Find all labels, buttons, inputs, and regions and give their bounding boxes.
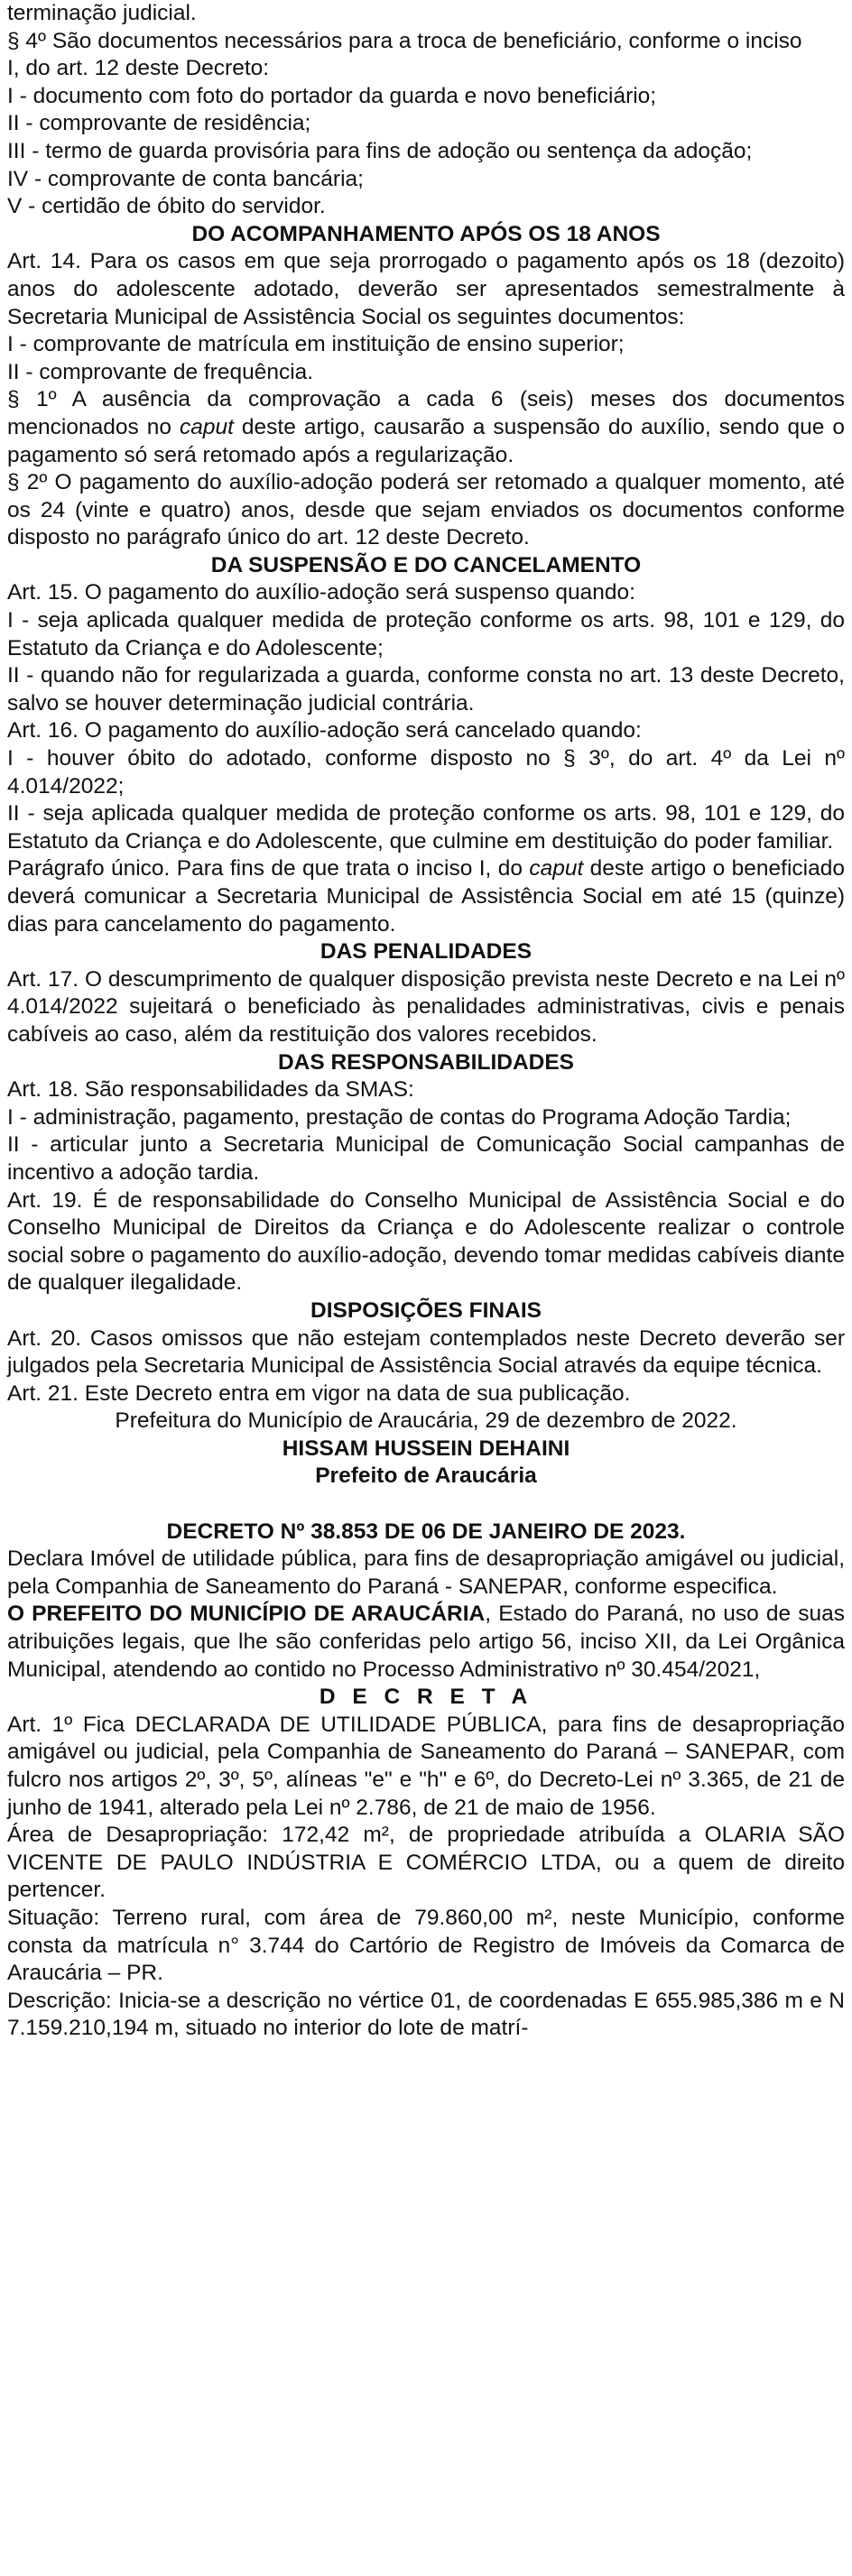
text-span: § 1º A ausência da comprovação a cada 6 (seis) meses dos documentos mencionados no <box>7 387 845 439</box>
paragraph: Art. 1º Fica DECLARADA DE UTILIDADE PÚBLICA, para fins de desapropriação amigável ou judicial, pela Companhia de Saneamento do Paraná – SANEPAR, com fulcro nos artigos 2º, 3º, 5º, alíneas "e" e "h" e 6º, do Decreto-Lei nº 3.365, de 21 de junho de 1941, alterado pela Lei nº 2.786, de 21 de maio de 1956. <box>7 1712 845 1820</box>
paragraph: I, do art. 12 deste Decreto: <box>7 56 270 81</box>
list-item: IV - comprovante de conta bancária; <box>7 166 364 191</box>
section-heading: DAS PENALIDADES <box>320 939 532 965</box>
list-item: I - houver óbito do adotado, conforme disposto no § 3º, do art. 4º da Lei nº 4.014/2022; <box>7 746 845 799</box>
italic-term: caput <box>179 414 234 439</box>
list-item: II - seja aplicada qualquer medida de proteção conforme os arts. 98, 101 e 129, do Estatuto da Criança e do Adolescente, que culmine em destituição do poder familiar. <box>7 801 845 854</box>
list-item: II - comprovante de frequência. <box>7 359 314 384</box>
paragraph: Art. 20. Casos omissos que não estejam contemplados neste Decreto deverão ser julgados pela Secretaria Municipal de Assistência Social através da equipe técnica. <box>7 1325 845 1379</box>
list-item: I - comprovante de matrícula em instituição de ensino superior; <box>7 332 625 357</box>
paragraph: Art. 17. O descumprimento de qualquer disposição prevista neste Decreto e na Lei nº 4.014/2022 sujeitará o beneficiado às penalidades administrativas, civis e penais cabíveis ao caso, além da restituição dos valores recebidos. <box>7 966 845 1047</box>
paragraph: § 2º O pagamento do auxílio-adoção poderá ser retomado a qualquer momento, até os 24 (vinte e quatro) anos, desde que sejam enviados os documentos conforme disposto no parágrafo único do art. 12 deste Decreto. <box>7 470 845 550</box>
decree-title: DECRETO Nº 38.853 DE 06 DE JANEIRO DE 2023. <box>166 1519 686 1544</box>
paragraph: Art. 15. O pagamento do auxílio-adoção será suspenso quando: <box>7 580 635 605</box>
paragraph <box>7 386 845 469</box>
list-item: II - quando não for regularizada a guarda, conforme consta no art. 13 deste Decreto, salvo se houver determinação judicial contrária. <box>7 663 845 716</box>
list-item: II - articular junto a Secretaria Municipal de Comunicação Social campanhas de incentivo a adoção tardia. <box>7 1132 845 1185</box>
list-item: I - seja aplicada qualquer medida de proteção conforme os arts. 98, 101 e 129, do Estatuto da Criança e do Adolescente; <box>7 608 845 660</box>
text-span: , Estado do Paraná, no uso de suas atribuições legais, que lhe são conferidas pelo artigo 56, inciso XII, da Lei Orgânica Municipal, atendendo ao contido no Processo Administrativo nº 30.454/2021, <box>7 1602 845 1682</box>
list-item: I - administração, pagamento, prestação de contas do Programa Adoção Tardia; <box>7 1104 792 1130</box>
list-item: III - termo de guarda provisória para fins de adoção ou sentença da adoção; <box>7 138 753 163</box>
paragraph <box>7 855 845 938</box>
section-heading: DA SUSPENSÃO E DO CANCELAMENTO <box>210 552 642 577</box>
paragraph: Art. 19. É de responsabilidade do Conselho Municipal de Assistência Social e do Conselho Municipal de Direitos da Criança e do Adolescente realizar o controle social sobre o pagamento do auxílio-adoção, devendo tomar medidas cabíveis diante de qualquer ilegalidade. <box>7 1187 845 1296</box>
decree-summary: Declara Imóvel de utilidade pública, para fins de desapropriação amigável ou judicial, pela Companhia de Saneamento do Paraná - SANEPAR, conforme especifica. <box>7 1547 845 1599</box>
paragraph: Art. 21. Este Decreto entra em vigor na data de sua publicação. <box>7 1380 631 1406</box>
section-heading: DO ACOMPANHAMENTO APÓS OS 18 ANOS <box>191 221 661 246</box>
paragraph: Área de Desapropriação: 172,42 m², de propriedade atribuída a OLARIA SÃO VICENTE DE PAULO INDÚSTRIA E COMÉRCIO LTDA, ou a quem de direito pertencer. <box>7 1823 845 1903</box>
paragraph <box>7 1601 845 1684</box>
section-heading: DISPOSIÇÕES FINAIS <box>310 1297 542 1323</box>
italic-term: caput <box>529 856 584 882</box>
authority-name: O PREFEITO DO MUNICÍPIO DE ARAUCÁRIA <box>7 1602 486 1627</box>
section-heading: DAS RESPONSABILIDADES <box>277 1049 575 1075</box>
paragraph: Situação: Terreno rural, com área de 79.860,00 m², neste Município, conforme consta da matrícula n° 3.744 do Cartório de Registro de Imóveis da Comarca de Araucária – PR. <box>7 1905 845 1986</box>
paragraph: Art. 16. O pagamento do auxílio-adoção será cancelado quando: <box>7 718 642 743</box>
spacer <box>7 1491 845 1519</box>
paragraph: Art. 14. Para os casos em que seja prorrogado o pagamento após os 18 (dezoito) anos do adolescente adotado, deverão ser apresentados semestralmente à Secretaria Municipal de Assistência Social os seguintes documentos: <box>7 249 845 329</box>
text-span: deste artigo o beneficiado deverá comunicar a Secretaria Municipal de Assistência Social em até 15 (quinze) dias para cancelamento do pagamento. <box>7 856 845 937</box>
signatory-role: Prefeito de Araucária <box>315 1463 537 1489</box>
paragraph: Art. 18. São responsabilidades da SMAS: <box>7 1077 414 1103</box>
decree-heading: D E C R E T A <box>319 1685 533 1710</box>
paragraph: terminação judicial. <box>7 1 197 25</box>
signature-date: Prefeitura do Município de Araucária, 29 de dezembro de 2022. <box>115 1408 737 1434</box>
text-span: Parágrafo único. Para fins de que trata o inciso I, do <box>7 856 530 882</box>
list-item: II - comprovante de residência; <box>7 111 311 136</box>
text-span: deste artigo, causarão a suspensão do auxílio, sendo que o pagamento só será retomado após a regularização. <box>7 414 845 467</box>
paragraph: Descrição: Inicia-se a descrição no vértice 01, de coordenadas E 655.985,386 m e N 7.159.210,194 m, situado no interior do lote de matrí- <box>7 1988 845 2041</box>
list-item: I - documento com foto do portador da guarda e novo beneficiário; <box>7 83 657 108</box>
list-item: V - certidão de óbito do servidor. <box>7 194 326 219</box>
paragraph: § 4º São documentos necessários para a troca de beneficiário, conforme o inciso <box>7 28 802 53</box>
signatory-name: HISSAM HUSSEIN DEHAINI <box>282 1436 570 1461</box>
